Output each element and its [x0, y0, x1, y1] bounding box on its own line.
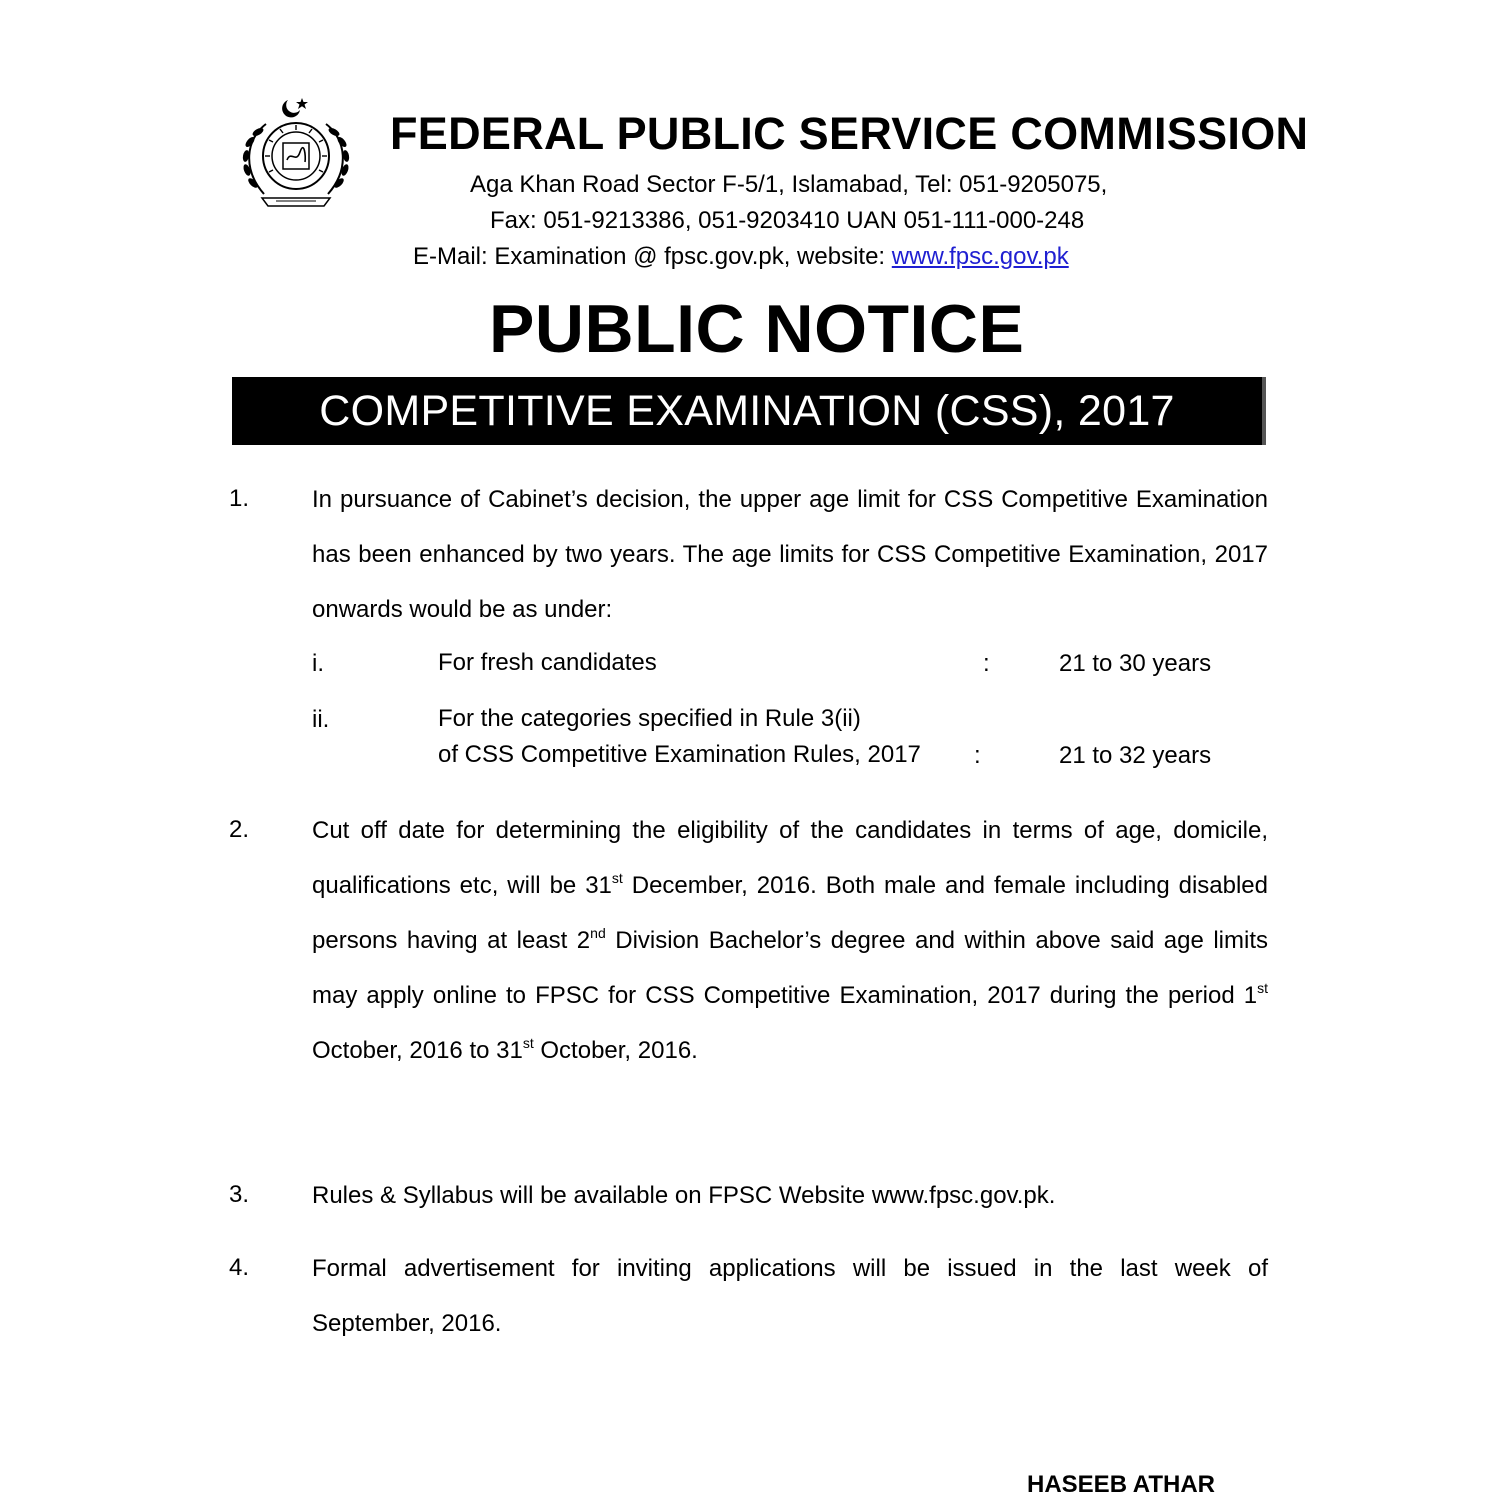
paragraph-text: October, 2016 to 31 [312, 1037, 523, 1064]
address-line-1: Aga Khan Road Sector F-5/1, Islamabad, Tel: 051-9205075, [470, 171, 1108, 198]
sub-item-value: 21 to 30 years [1059, 650, 1212, 677]
sub-item-number: ii. [312, 706, 330, 733]
paragraph-number: 1. [229, 485, 250, 512]
signatory-name: HASEEB ATHAR [1027, 1471, 1216, 1498]
paragraph-text: December, 2016. Both male and female including disabled persons having at least 2 [312, 872, 1269, 954]
sub-item-label: For fresh candidates [438, 649, 657, 676]
paragraph-1: In pursuance of Cabinet’s decision, the upper age limit for CSS Competitive Examination has been enhanced by two years. The age limits for CSS Competitive Examination, 2017 onwards would be as under: [312, 486, 1268, 623]
exam-banner-text: COMPETITIVE EXAMINATION (CSS), 2017 [319, 386, 1175, 435]
ordinal-suffix: st [522, 1035, 534, 1051]
paragraph-number: 3. [229, 1181, 250, 1208]
sub-item-number: i. [312, 650, 324, 677]
org-name: FEDERAL PUBLIC SERVICE COMMISSION [390, 108, 1309, 159]
email-text: E-Mail: Examination @ fpsc.gov.pk, website: [413, 243, 892, 270]
paragraph-text: October, 2016. [533, 1037, 698, 1064]
sub-item-colon: : [983, 650, 990, 677]
paragraph-2 [312, 803, 1268, 1078]
paragraph-text: Division Bachelor’s degree and within above said age limits may apply online to FPSC for CSS Competitive Examination, 2017 during the period 1 [312, 927, 1268, 1009]
paragraph-text: Cut off date for determining the eligibility of the candidates in terms of age, domicile, qualifications etc, will be 31 [312, 817, 1268, 899]
paragraph-3: Rules & Syllabus will be available on FPSC Website www.fpsc.gov.pk. [312, 1182, 1056, 1209]
website-link[interactable]: www.fpsc.gov.pk [891, 243, 1069, 270]
paragraph-number: 2. [229, 816, 250, 843]
paragraph-number: 4. [229, 1254, 250, 1281]
sub-item-label-continued: of CSS Competitive Examination Rules, 2017 [438, 741, 921, 768]
paragraph-4: Formal advertisement for inviting applications will be issued in the last week of September, 2016. [312, 1255, 1268, 1337]
contact-line [413, 243, 1069, 271]
exam-banner [232, 377, 1266, 445]
sub-item-value: 21 to 32 years [1059, 742, 1212, 769]
sub-item-label: For the categories specified in Rule 3(ii) [438, 705, 861, 732]
ordinal-suffix: nd [590, 925, 606, 941]
ordinal-suffix: st [1257, 980, 1268, 996]
ordinal-suffix: st [611, 870, 623, 886]
address-line-2: Fax: 051-9213386, 051-9203410 UAN 051-111-000-248 [490, 207, 1085, 234]
sub-item-colon: : [974, 742, 981, 769]
fpsc-emblem-icon [236, 94, 356, 216]
notice-title: PUBLIC NOTICE [489, 291, 1025, 367]
